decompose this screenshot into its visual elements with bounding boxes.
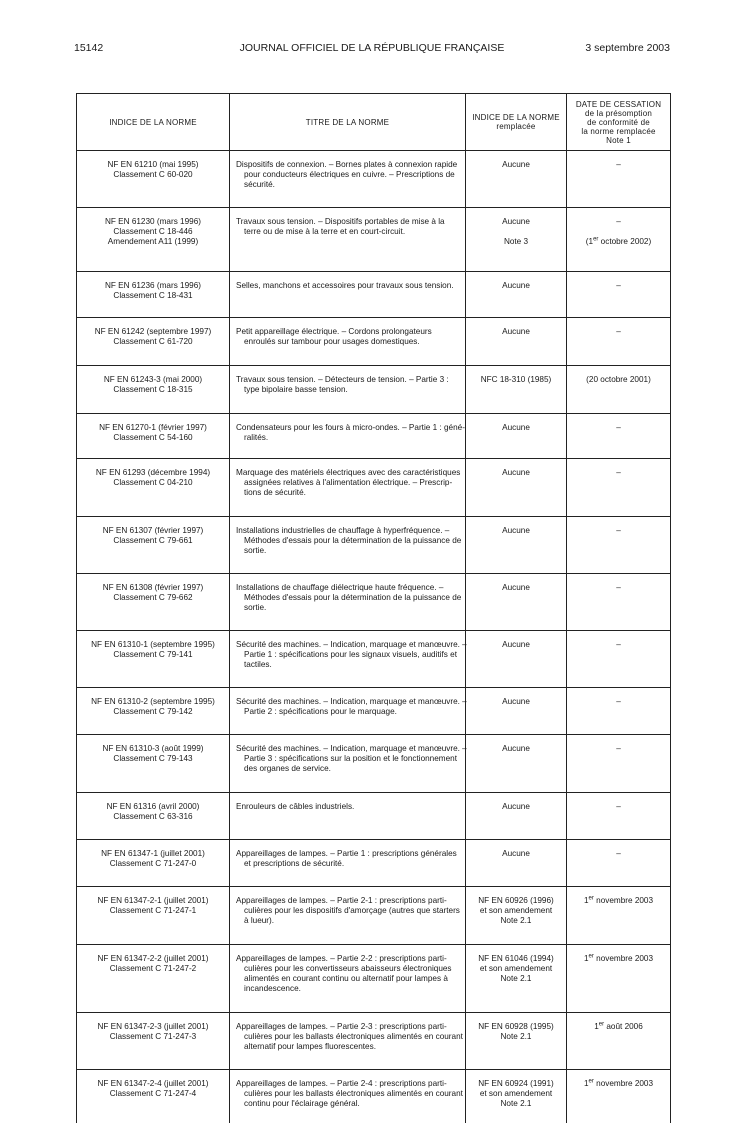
cell-cessation xyxy=(567,366,671,414)
cell-indice-line: NF EN 61347-2-4 (juillet 2001) xyxy=(81,1079,225,1089)
cell-indice-line: NF EN 61310-2 (septembre 1995) xyxy=(81,697,225,707)
cell-titre-line: Sécurité des machines. – Indication, marquage et manœuvre. – xyxy=(236,744,460,754)
cell-indice-line: Classement C 71-247-3 xyxy=(81,1032,225,1042)
cell-indice-line: Classement C 04-210 xyxy=(81,478,225,488)
standards-table xyxy=(76,93,671,1123)
cell-indice xyxy=(77,735,230,793)
cell-remplacee-line: Aucune xyxy=(470,849,562,859)
cell-indice xyxy=(77,517,230,574)
cell-cessation xyxy=(567,1070,671,1123)
table-row xyxy=(77,459,671,517)
cell-indice xyxy=(77,151,230,208)
cell-indice-line: NF EN 61210 (mai 1995) xyxy=(81,160,225,170)
cell-titre-line: terre ou de mise à la terre et en court-circuit. xyxy=(236,227,460,237)
cell-titre-line: Enrouleurs de câbles industriels. xyxy=(236,802,460,812)
journal-title: JOURNAL OFFICIEL DE LA RÉPUBLIQUE FRANÇAISE xyxy=(74,42,670,54)
cell-cessation-line: (20 octobre 2001) xyxy=(571,375,666,385)
cell-indice-line: NF EN 61347-2-3 (juillet 2001) xyxy=(81,1022,225,1032)
cell-titre-line: tions de sécurité. xyxy=(236,488,460,498)
cell-indice xyxy=(77,574,230,631)
cell-cessation xyxy=(567,631,671,688)
cell-remplacee-line: Aucune xyxy=(470,640,562,650)
cell-remplacee xyxy=(466,414,567,459)
cell-remplacee xyxy=(466,151,567,208)
cell-remplacee xyxy=(466,793,567,840)
col-header-remplacee: INDICE DE LA NORME remplacée xyxy=(466,94,567,151)
cell-titre xyxy=(230,793,466,840)
table-row xyxy=(77,517,671,574)
cell-titre xyxy=(230,208,466,272)
cell-titre-line: Partie 1 : spécifications pour les signaux visuels, auditifs et xyxy=(236,650,460,660)
cell-remplacee-line: et son amendement xyxy=(470,964,562,974)
cell-indice-line: Classement C 71-247-0 xyxy=(81,859,225,869)
table-row xyxy=(77,1013,671,1070)
table-row xyxy=(77,574,671,631)
cell-indice-line: NF EN 61316 (avril 2000) xyxy=(81,802,225,812)
cell-cessation xyxy=(567,840,671,887)
cell-remplacee-line: Note 3 xyxy=(470,237,562,247)
cell-indice-line: Classement C 60-020 xyxy=(81,170,225,180)
cell-cessation xyxy=(567,1013,671,1070)
cell-remplacee-line: Aucune xyxy=(470,526,562,536)
cell-remplacee xyxy=(466,887,567,945)
cell-cessation-line: – xyxy=(571,423,666,433)
cell-indice-line: NF EN 61293 (décembre 1994) xyxy=(81,468,225,478)
cell-indice xyxy=(77,887,230,945)
page-header xyxy=(74,42,670,56)
table-row xyxy=(77,793,671,840)
cell-cessation-line: – xyxy=(571,327,666,337)
cell-remplacee-line: NF EN 60928 (1995) xyxy=(470,1022,562,1032)
cell-titre-line: Appareillages de lampes. – Partie 2-2 : prescriptions parti- xyxy=(236,954,460,964)
cell-indice-line: Classement C 71-247-4 xyxy=(81,1089,225,1099)
cell-indice-line: NF EN 61243-3 (mai 2000) xyxy=(81,375,225,385)
cell-remplacee-line: Aucune xyxy=(470,281,562,291)
cell-remplacee xyxy=(466,1013,567,1070)
cell-remplacee xyxy=(466,1070,567,1123)
cell-titre-line: Appareillages de lampes. – Partie 2-3 : prescriptions parti- xyxy=(236,1022,460,1032)
cell-indice-line: Classement C 63-316 xyxy=(81,812,225,822)
cell-indice-line: NF EN 61347-2-2 (juillet 2001) xyxy=(81,954,225,964)
col-header-indice: INDICE DE LA NORME xyxy=(77,94,230,151)
cell-remplacee xyxy=(466,366,567,414)
cell-cessation-line: – xyxy=(571,697,666,707)
cell-remplacee xyxy=(466,459,567,517)
cell-titre-line: Petit appareillage électrique. – Cordons prolongateurs xyxy=(236,327,460,337)
cell-titre-line: Installations de chauffage diélectrique haute fréquence. – xyxy=(236,583,460,593)
cell-titre-line: Méthodes d'essais pour la détermination de la puissance de xyxy=(236,593,460,603)
cell-cessation-line: 1er novembre 2003 xyxy=(571,896,666,906)
cell-remplacee-line: NF EN 60926 (1996) xyxy=(470,896,562,906)
cell-titre-line: culières pour les ballasts électroniques alimentés en courant xyxy=(236,1032,460,1042)
cell-titre-line: Travaux sous tension. – Dispositifs portables de mise à la xyxy=(236,217,460,227)
cell-remplacee-line: Aucune xyxy=(470,583,562,593)
cell-titre-line: Marquage des matériels électriques avec des caractéristiques xyxy=(236,468,460,478)
cell-cessation-line: 1er août 2006 xyxy=(571,1022,666,1032)
cell-cessation xyxy=(567,793,671,840)
cell-remplacee xyxy=(466,688,567,735)
cell-cessation xyxy=(567,945,671,1013)
cell-titre xyxy=(230,414,466,459)
cell-indice-line: Classement C 79-141 xyxy=(81,650,225,660)
cell-titre-line: incandescence. xyxy=(236,984,460,994)
cell-indice xyxy=(77,459,230,517)
cell-indice xyxy=(77,414,230,459)
cell-titre-line: sortie. xyxy=(236,603,460,613)
cell-indice xyxy=(77,631,230,688)
cell-indice xyxy=(77,208,230,272)
cell-titre-line: alimentés en courant continu ou alternatif pour lampes à xyxy=(236,974,460,984)
cell-indice-line: NF EN 61242 (septembre 1997) xyxy=(81,327,225,337)
cell-cessation xyxy=(567,208,671,272)
cell-cessation xyxy=(567,735,671,793)
cell-titre-line: Dispositifs de connexion. – Bornes plates à connexion rapide xyxy=(236,160,460,170)
cell-titre-line: pour conducteurs électriques en cuivre. – Prescriptions de xyxy=(236,170,460,180)
cell-remplacee xyxy=(466,574,567,631)
cell-cessation xyxy=(567,151,671,208)
cell-remplacee xyxy=(466,631,567,688)
cell-indice xyxy=(77,1013,230,1070)
cell-cessation-line: – xyxy=(571,849,666,859)
cell-remplacee-line: et son amendement xyxy=(470,906,562,916)
table-body xyxy=(77,151,671,1123)
cell-titre xyxy=(230,318,466,366)
cell-titre-line: assignées relatives à l'alimentation électrique. – Prescrip- xyxy=(236,478,460,488)
cell-indice-line: Classement C 71-247-2 xyxy=(81,964,225,974)
table-row xyxy=(77,945,671,1013)
table-row xyxy=(77,887,671,945)
cell-remplacee-line: Note 2.1 xyxy=(470,974,562,984)
page-number: 15142 xyxy=(74,42,103,54)
cell-titre xyxy=(230,840,466,887)
cell-titre-line: et prescriptions de sécurité. xyxy=(236,859,460,869)
cell-cessation-line: 1er novembre 2003 xyxy=(571,1079,666,1089)
table-row xyxy=(77,688,671,735)
cell-cessation-line xyxy=(571,227,666,237)
cell-remplacee-line: Aucune xyxy=(470,468,562,478)
cell-cessation-line: – xyxy=(571,160,666,170)
cell-titre xyxy=(230,887,466,945)
cell-indice-line: Classement C 71-247-1 xyxy=(81,906,225,916)
cell-titre-line: Sécurité des machines. – Indication, marquage et manœuvre. – xyxy=(236,640,460,650)
cell-indice-line: Classement C 18-431 xyxy=(81,291,225,301)
cell-titre-line: Installations industrielles de chauffage à hyperfréquence. – xyxy=(236,526,460,536)
cell-remplacee-line: Note 2.1 xyxy=(470,1099,562,1109)
cell-indice xyxy=(77,366,230,414)
cell-indice xyxy=(77,840,230,887)
cell-cessation xyxy=(567,517,671,574)
cell-remplacee-line: NF EN 61046 (1994) xyxy=(470,954,562,964)
cell-cessation-line: (1er octobre 2002) xyxy=(571,237,666,247)
cell-remplacee xyxy=(466,840,567,887)
cell-titre xyxy=(230,459,466,517)
cell-indice xyxy=(77,318,230,366)
cell-titre xyxy=(230,517,466,574)
cell-titre xyxy=(230,1013,466,1070)
cell-remplacee-line: Note 2.1 xyxy=(470,916,562,926)
cell-remplacee xyxy=(466,272,567,318)
cell-cessation xyxy=(567,414,671,459)
cell-cessation-line: – xyxy=(571,468,666,478)
cell-remplacee xyxy=(466,318,567,366)
cell-remplacee-line: NFC 18-310 (1985) xyxy=(470,375,562,385)
cell-titre-line: alternatif pour lampes fluorescentes. xyxy=(236,1042,460,1052)
cell-cessation-line: 1er novembre 2003 xyxy=(571,954,666,964)
cell-titre-line: Travaux sous tension. – Détecteurs de tension. – Partie 3 : xyxy=(236,375,460,385)
cell-titre xyxy=(230,574,466,631)
cell-titre-line: à lueur). xyxy=(236,916,460,926)
cell-titre-line: Appareillages de lampes. – Partie 1 : prescriptions générales xyxy=(236,849,460,859)
cell-indice-line: NF EN 61230 (mars 1996) xyxy=(81,217,225,227)
table-row xyxy=(77,840,671,887)
cell-cessation-line: – xyxy=(571,583,666,593)
cell-indice xyxy=(77,793,230,840)
cell-indice-line: NF EN 61310-1 (septembre 1995) xyxy=(81,640,225,650)
cell-titre xyxy=(230,1070,466,1123)
cell-cessation xyxy=(567,272,671,318)
cell-titre-line: des organes de service. xyxy=(236,764,460,774)
cell-remplacee-line: Note 2.1 xyxy=(470,1032,562,1042)
cell-cessation-line: – xyxy=(571,640,666,650)
cell-indice xyxy=(77,688,230,735)
cell-titre xyxy=(230,735,466,793)
cell-indice-line: Classement C 79-143 xyxy=(81,754,225,764)
cell-indice-line: Amendement A11 (1999) xyxy=(81,237,225,247)
cell-remplacee-line: Aucune xyxy=(470,217,562,227)
cell-indice xyxy=(77,945,230,1013)
cell-remplacee-line: Aucune xyxy=(470,802,562,812)
publication-date: 3 septembre 2003 xyxy=(585,42,670,54)
cell-remplacee xyxy=(466,945,567,1013)
table-row xyxy=(77,272,671,318)
cell-titre-line: culières pour les ballasts électroniques alimentés en courant xyxy=(236,1089,460,1099)
cell-cessation xyxy=(567,459,671,517)
cell-cessation xyxy=(567,318,671,366)
cell-titre xyxy=(230,151,466,208)
table-row xyxy=(77,1070,671,1123)
cell-indice-line: Classement C 79-142 xyxy=(81,707,225,717)
cell-remplacee xyxy=(466,517,567,574)
cell-cessation-line: – xyxy=(571,281,666,291)
cell-indice-line: Classement C 18-315 xyxy=(81,385,225,395)
cell-cessation-line: – xyxy=(571,217,666,227)
cell-remplacee-line: Aucune xyxy=(470,160,562,170)
cell-indice-line: NF EN 61308 (février 1997) xyxy=(81,583,225,593)
cell-titre-line: Sécurité des machines. – Indication, marquage et manœuvre. – xyxy=(236,697,460,707)
cell-cessation xyxy=(567,688,671,735)
cell-titre-line: Appareillages de lampes. – Partie 2-1 : prescriptions parti- xyxy=(236,896,460,906)
table-row xyxy=(77,735,671,793)
cell-titre-line: tactiles. xyxy=(236,660,460,670)
cell-titre-line: sortie. xyxy=(236,546,460,556)
cell-cessation-line: – xyxy=(571,744,666,754)
cell-indice xyxy=(77,272,230,318)
cell-remplacee-line xyxy=(470,227,562,237)
cell-titre-line: Appareillages de lampes. – Partie 2-4 : prescriptions parti- xyxy=(236,1079,460,1089)
cell-indice-line: NF EN 61236 (mars 1996) xyxy=(81,281,225,291)
cell-remplacee-line: Aucune xyxy=(470,697,562,707)
cell-titre-line: Méthodes d'essais pour la détermination de la puissance de xyxy=(236,536,460,546)
cell-titre xyxy=(230,945,466,1013)
cell-cessation xyxy=(567,887,671,945)
table-row xyxy=(77,631,671,688)
cell-indice-line: NF EN 61310-3 (août 1999) xyxy=(81,744,225,754)
cell-titre-line: Selles, manchons et accessoires pour travaux sous tension. xyxy=(236,281,460,291)
table-row xyxy=(77,208,671,272)
cell-titre xyxy=(230,631,466,688)
cell-titre-line: enroulés sur tambour pour usages domestiques. xyxy=(236,337,460,347)
cell-indice-line: NF EN 61347-1 (juillet 2001) xyxy=(81,849,225,859)
cell-indice-line: NF EN 61270-1 (février 1997) xyxy=(81,423,225,433)
cell-titre-line: Partie 2 : spécifications pour le marquage. xyxy=(236,707,460,717)
cell-indice-line: NF EN 61347-2-1 (juillet 2001) xyxy=(81,896,225,906)
table-row xyxy=(77,151,671,208)
cell-titre xyxy=(230,366,466,414)
cell-titre-line: sécurité. xyxy=(236,180,460,190)
table-header-row xyxy=(77,94,671,151)
cell-indice-line: Classement C 79-661 xyxy=(81,536,225,546)
table-row xyxy=(77,414,671,459)
cell-titre-line: ralités. xyxy=(236,433,460,443)
cell-remplacee-line: NF EN 60924 (1991) xyxy=(470,1079,562,1089)
cell-titre-line: Partie 3 : spécifications sur la position et le fonctionnement xyxy=(236,754,460,764)
cell-cessation-line: – xyxy=(571,526,666,536)
cell-indice-line: Classement C 61-720 xyxy=(81,337,225,347)
cell-titre xyxy=(230,688,466,735)
table-row xyxy=(77,318,671,366)
cell-indice-line: Classement C 18-446 xyxy=(81,227,225,237)
cell-remplacee-line: et son amendement xyxy=(470,1089,562,1099)
cell-titre-line: culières pour les convertisseurs abaisseurs électroniques xyxy=(236,964,460,974)
cell-titre-line: type bipolaire basse tension. xyxy=(236,385,460,395)
cell-remplacee-line: Aucune xyxy=(470,327,562,337)
col-header-cessation: DATE DE CESSATION de la présomption de conformité de la norme remplacée Note 1 xyxy=(567,94,671,151)
table-row xyxy=(77,366,671,414)
cell-indice-line: Classement C 79-662 xyxy=(81,593,225,603)
cell-remplacee-line: Aucune xyxy=(470,744,562,754)
cell-remplacee-line: Aucune xyxy=(470,423,562,433)
col-header-titre: TITRE DE LA NORME xyxy=(230,94,466,151)
cell-cessation-line: – xyxy=(571,802,666,812)
cell-titre-line: culières pour les dispositifs d'amorçage (autres que starters xyxy=(236,906,460,916)
cell-indice xyxy=(77,1070,230,1123)
cell-titre-line: continu pour l'éclairage général. xyxy=(236,1099,460,1109)
cell-indice-line: NF EN 61307 (février 1997) xyxy=(81,526,225,536)
cell-cessation xyxy=(567,574,671,631)
cell-titre-line: Condensateurs pour les fours à micro-ondes. – Partie 1 : géné- xyxy=(236,423,460,433)
cell-remplacee xyxy=(466,735,567,793)
cell-indice-line: Classement C 54-160 xyxy=(81,433,225,443)
cell-remplacee xyxy=(466,208,567,272)
cell-titre xyxy=(230,272,466,318)
